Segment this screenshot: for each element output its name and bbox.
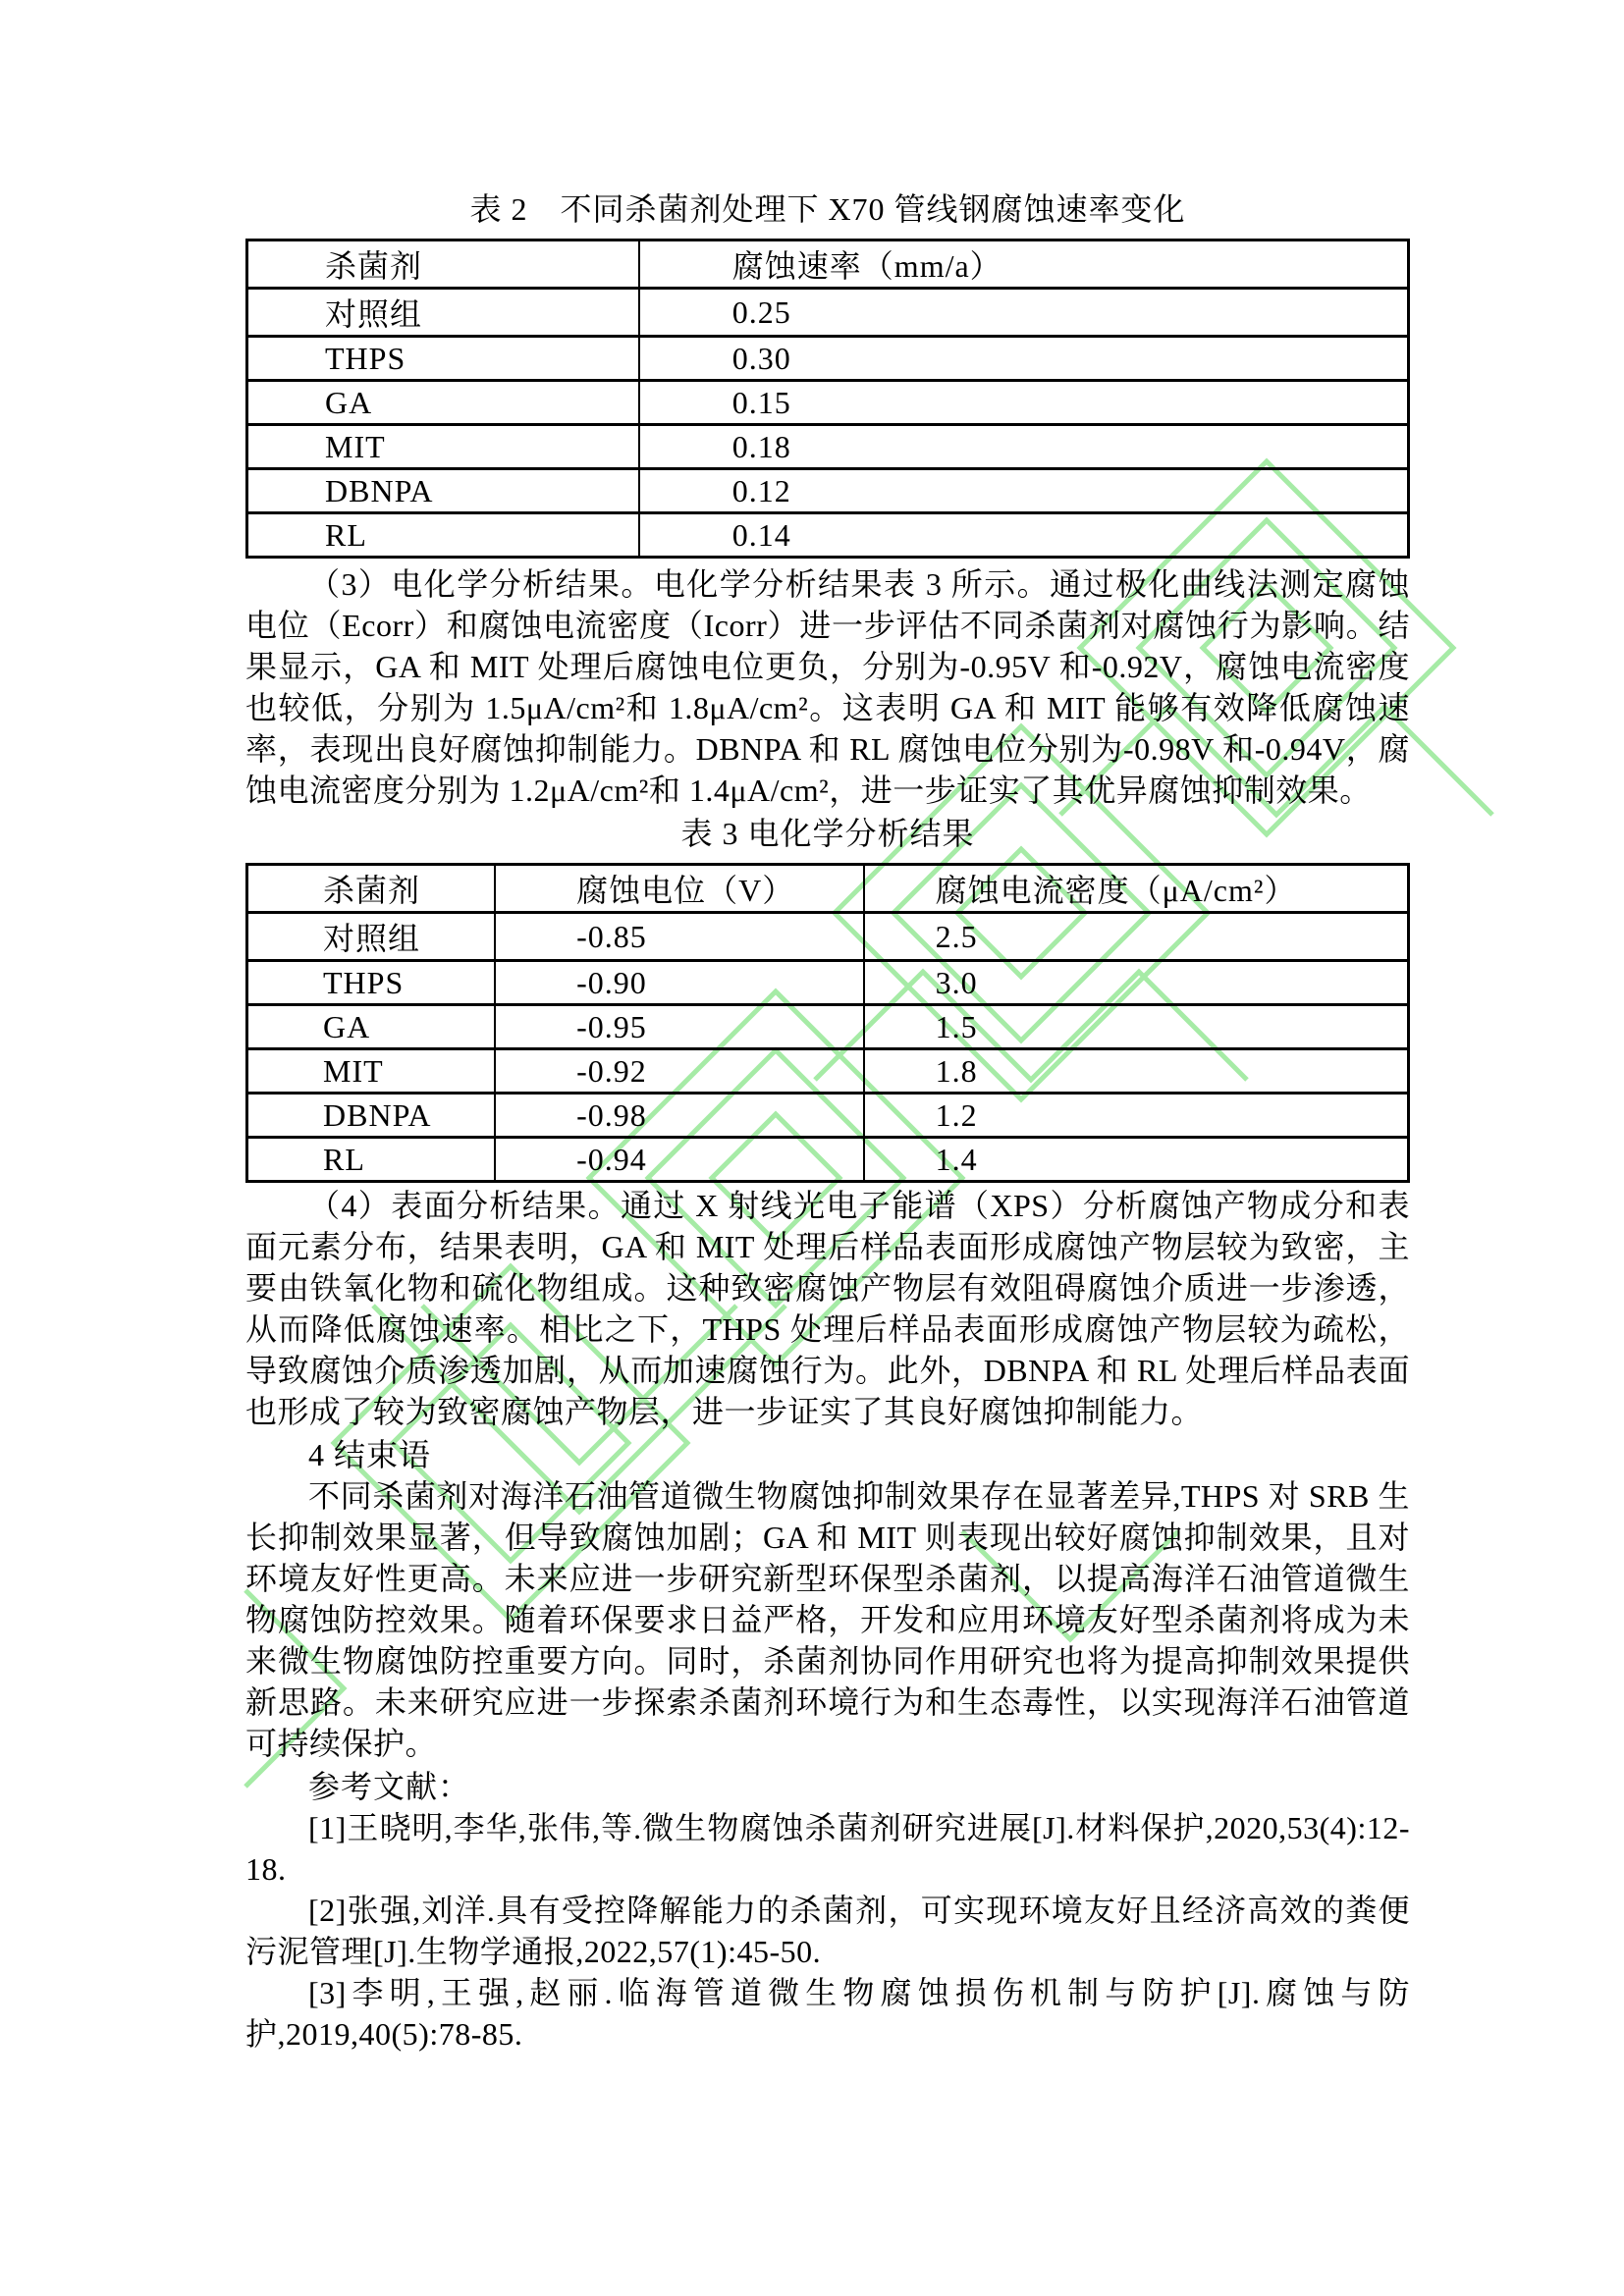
paragraph-conclusion: 不同杀菌剂对海洋石油管道微生物腐蚀抑制效果存在显著差异,THPS 对 SRB 生长抑制效果显著，但导致腐蚀加剧；GA 和 MIT 则表现出较好腐蚀抑制效果，且对环境友好性更高。未来应进一步研究新型环保型杀菌剂，以提高海洋石油管道微生物腐蚀防控效果。随着环保要求日益严格，开发和应用环境友好型杀菌剂将成为未来微生物腐蚀防控重要方向。同时，杀菌剂协同作用研究也将为提高抑制效果提供新思路。未来研究应进一步探索杀菌剂环境行为和生态毒性，以实现海洋石油管道可持续保护。 (245, 1478, 1410, 1761)
table3-header-biocide: 杀菌剂 (247, 865, 496, 913)
table-row (247, 513, 1409, 558)
table-row (247, 381, 1409, 425)
page-content (245, 188, 1410, 2055)
table-cell: RL (247, 1138, 496, 1182)
table-cell: 0.12 (639, 469, 1409, 513)
table-row (247, 1094, 1409, 1138)
table-cell: 0.18 (639, 425, 1409, 469)
table-cell: -0.90 (495, 961, 863, 1005)
table-cell: MIT (247, 1049, 496, 1094)
table-cell: GA (247, 1005, 496, 1049)
table-cell: -0.92 (495, 1049, 863, 1094)
table-cell: THPS (247, 337, 639, 381)
table-cell: 1.2 (864, 1094, 1409, 1138)
references-heading: 参考文献： (308, 1769, 471, 1804)
table-row (247, 289, 1409, 337)
table-row (247, 1005, 1409, 1049)
table-cell: GA (247, 381, 639, 425)
table-cell: 1.8 (864, 1049, 1409, 1094)
table-cell: MIT (247, 425, 639, 469)
table2-header-row (247, 240, 1409, 289)
table-cell: 0.14 (639, 513, 1409, 558)
table-cell: 2.5 (864, 913, 1409, 961)
table-cell: -0.85 (495, 913, 863, 961)
table-cell: 0.15 (639, 381, 1409, 425)
table2-corrosion-rate (245, 239, 1410, 559)
table-cell: -0.95 (495, 1005, 863, 1049)
table-row (247, 1049, 1409, 1094)
table-row (247, 913, 1409, 961)
table3-header-row (247, 865, 1409, 913)
table-cell: 0.25 (639, 289, 1409, 337)
reference-item-2: [2]张强,刘洋.具有受控降解能力的杀菌剂，可实现环境友好且经济高效的粪便污泥管理[J].生物学通报,2022,57(1):45-50. (245, 1893, 1410, 1969)
paragraph-surface-analysis: （4）表面分析结果。通过 X 射线光电子能谱（XPS）分析腐蚀产物成分和表面元素分布，结果表明，GA 和 MIT 处理后样品表面形成腐蚀产物层较为致密，主要由铁氧化物和硫化物组成。这种致密腐蚀产物层有效阻碍腐蚀介质进一步渗透，从而降低腐蚀速率。相比之下，THPS 处理后样品表面形成腐蚀产物层较为疏松，导致腐蚀介质渗透加剧，从而加速腐蚀行为。此外，DBNPA 和 RL 处理后样品表面也形成了较为致密腐蚀产物层，进一步证实了其良好腐蚀抑制能力。 (245, 1188, 1410, 1429)
table2-header-rate: 腐蚀速率（mm/a） (639, 240, 1409, 289)
table-row (247, 469, 1409, 513)
section4-heading: 4 结束语 (308, 1437, 432, 1472)
table-cell: 1.5 (864, 1005, 1409, 1049)
reference-item-1: [1]王晓明,李华,张伟,等.微生物腐蚀杀菌剂研究进展[J].材料保护,2020,53(4):12-18. (245, 1810, 1410, 1887)
table3-caption: 表 3 电化学分析结果 (680, 816, 975, 851)
reference-item-3: [3]李明,王强,赵丽.临海管道微生物腐蚀损伤机制与防护[J].腐蚀与防护,2019,40(5):78-85. (245, 1975, 1410, 2052)
table-cell: -0.98 (495, 1094, 863, 1138)
table-cell: 0.30 (639, 337, 1409, 381)
table2-caption: 表 2 不同杀菌剂处理下 X70 管线钢腐蚀速率变化 (469, 191, 1186, 227)
table3-electrochemical-analysis (245, 863, 1410, 1183)
table-row (247, 337, 1409, 381)
table-cell: THPS (247, 961, 496, 1005)
table-row (247, 1138, 1409, 1182)
table-cell: 对照组 (247, 289, 639, 337)
table3-header-current-density: 腐蚀电流密度（μA/cm²） (864, 865, 1409, 913)
table-row (247, 425, 1409, 469)
table-cell: DBNPA (247, 469, 639, 513)
paragraph-electrochemical-results: （3）电化学分析结果。电化学分析结果表 3 所示。通过极化曲线法测定腐蚀电位（Ecorr）和腐蚀电流密度（Icorr）进一步评估不同杀菌剂对腐蚀行为影响。结果显示，GA 和 MIT 处理后腐蚀电位更负，分别为-0.95V 和-0.92V，腐蚀电流密度也较低，分别为 1.5μA/cm²和 1.8μA/cm²。这表明 GA 和 MIT 能够有效降低腐蚀速率，表现出良好腐蚀抑制能力。DBNPA 和 RL 腐蚀电位分别为-0.98V 和-0.94V，腐蚀电流密度分别为 1.2μA/cm²和 1.4μA/cm²，进一步证实了其优异腐蚀抑制效果。 (245, 566, 1410, 808)
table-cell: RL (247, 513, 639, 558)
table-cell: 对照组 (247, 913, 496, 961)
table-cell: -0.94 (495, 1138, 863, 1182)
table-cell: DBNPA (247, 1094, 496, 1138)
table2-header-biocide: 杀菌剂 (247, 240, 639, 289)
table-cell: 1.4 (864, 1138, 1409, 1182)
table-row (247, 961, 1409, 1005)
table3-header-potential: 腐蚀电位（V） (495, 865, 863, 913)
table-cell: 3.0 (864, 961, 1409, 1005)
